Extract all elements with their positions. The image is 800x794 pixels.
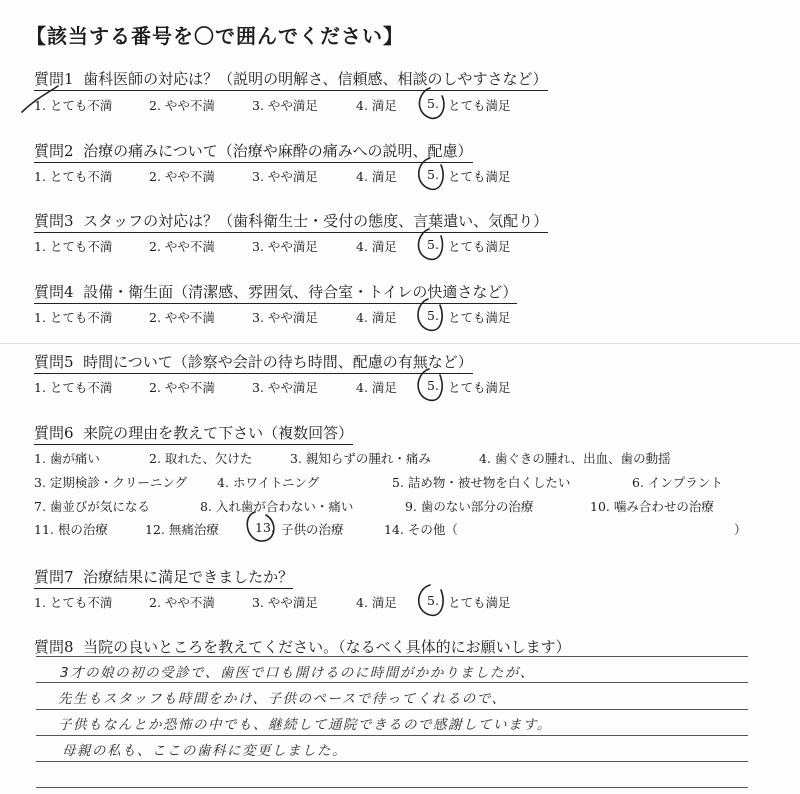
q6-option[interactable]: 4. 歯ぐきの腫れ、出血、歯の動揺 [479, 451, 671, 466]
question-text: 治療結果に満足できましたか？ [83, 568, 294, 586]
question-5 [34, 351, 473, 374]
option-1[interactable]: 1. とても不満 [34, 239, 113, 254]
q6-option[interactable]: 6. インプラント [632, 475, 723, 490]
option-5-label: とても満足 [448, 380, 511, 395]
answer-line [36, 709, 748, 710]
question-label: 質問5 [34, 353, 74, 371]
question-7 [34, 566, 293, 589]
option-1[interactable]: 1. とても不満 [34, 169, 113, 184]
option-2[interactable]: 2. やや不満 [149, 380, 215, 395]
question-text: 来院の理由を教えて下さい（複数回答） [83, 424, 354, 442]
question-text: スタッフの対応は？（歯科衛生士・受付の態度、言葉遣い、気配り） [83, 212, 549, 230]
q6-option[interactable]: 10. 噛み合わせの治療 [590, 499, 714, 514]
handwritten-line-4: 母親の私も、ここの歯科に変更しました。 [62, 743, 347, 759]
option-3[interactable]: 3. やや満足 [252, 98, 318, 113]
question-2 [34, 140, 473, 163]
option-4[interactable]: 4. 満足 [356, 98, 397, 113]
question-8 [34, 636, 571, 657]
q6-option[interactable]: 5. 詰め物・被せ物を白くしたい [392, 475, 571, 490]
answer-line [36, 682, 748, 683]
q6-close-paren: ） [734, 522, 747, 537]
option-5[interactable]: 5. [427, 96, 439, 111]
question-label: 質問6 [34, 424, 74, 442]
option-2[interactable]: 2. やや不満 [149, 239, 215, 254]
q6-option[interactable]: 7. 歯並びが気になる [34, 499, 150, 514]
question-label: 質問7 [34, 568, 74, 586]
answer-line [36, 787, 748, 788]
q6-option[interactable]: 1. 歯が痛い [34, 451, 100, 466]
q6-option[interactable]: 8. 入れ歯が合わない・痛い [200, 499, 354, 514]
q6-option[interactable]: 13. [255, 520, 275, 535]
handwritten-line-3: 子供もなんとか恐怖の中でも、継続して通院できるので感謝しています。 [58, 717, 552, 733]
option-2[interactable]: 2. やや不満 [149, 595, 215, 610]
handwritten-line-2: 先生もスタッフも時間をかけ、子供のペースで待ってくれるので、 [58, 691, 507, 707]
option-5-label: とても満足 [448, 310, 511, 325]
option-5[interactable]: 5. [427, 308, 439, 323]
option-1[interactable]: 1. とても不満 [34, 98, 113, 113]
option-5[interactable]: 5. [427, 378, 439, 393]
q6-option[interactable]: 11. 根の治療 [34, 522, 108, 537]
question-text: 治療の痛みについて（治療や麻酔の痛みへの説明、配慮） [83, 142, 473, 160]
option-1[interactable]: 1. とても不満 [34, 595, 113, 610]
option-1[interactable]: 1. とても不満 [34, 310, 113, 325]
option-3[interactable]: 3. やや満足 [252, 169, 318, 184]
option-2[interactable]: 2. やや不満 [149, 98, 215, 113]
question-label: 質問2 [34, 142, 74, 160]
option-4[interactable]: 4. 満足 [356, 169, 397, 184]
option-4[interactable]: 4. 満足 [356, 380, 397, 395]
question-label: 質問8 [34, 638, 74, 656]
q6-option[interactable]: 3. 定期検診・クリーニング [34, 475, 188, 490]
question-text: 設備・衛生面（清潔感、雰囲気、待合室・トイレの快適さなど） [83, 283, 518, 301]
option-2[interactable]: 2. やや不満 [149, 169, 215, 184]
option-4[interactable]: 4. 満足 [356, 239, 397, 254]
question-label: 質問4 [34, 283, 74, 301]
question-text: 当院の良いところを教えてください。（なるべく具体的にお願いします） [83, 638, 571, 656]
q6-option[interactable]: 12. 無痛治療 [145, 522, 219, 537]
answer-line [36, 656, 748, 657]
question-1 [34, 68, 548, 91]
q6-option[interactable]: 4. ホワイトニング [217, 475, 320, 490]
option-4[interactable]: 4. 満足 [356, 595, 397, 610]
question-text: 時間について（診察や会計の待ち時間、配慮の有無など） [83, 353, 473, 371]
question-6 [34, 422, 353, 445]
option-5-label: とても満足 [448, 595, 511, 610]
option-5-label: とても満足 [448, 239, 511, 254]
handwritten-line-1: 3才の娘の初の受診で、歯医で口も開けるのに時間がかかりましたが、 [60, 665, 535, 681]
option-5[interactable]: 5. [427, 237, 439, 252]
option-3[interactable]: 3. やや満足 [252, 239, 318, 254]
answer-line [36, 735, 748, 736]
option-5-label: とても満足 [448, 98, 511, 113]
page-title: 【該当する番号を〇で囲んでください】 [26, 24, 404, 48]
option-3[interactable]: 3. やや満足 [252, 595, 318, 610]
answer-line [36, 761, 748, 762]
paper-fold-line [0, 343, 800, 344]
question-3 [34, 210, 548, 233]
q6-option-label: 子供の治療 [281, 522, 344, 537]
option-3[interactable]: 3. やや満足 [252, 310, 318, 325]
option-1[interactable]: 1. とても不満 [34, 380, 113, 395]
question-label: 質問3 [34, 212, 74, 230]
option-3[interactable]: 3. やや満足 [252, 380, 318, 395]
option-4[interactable]: 4. 満足 [356, 310, 397, 325]
q6-option[interactable]: 14. その他（ [384, 522, 458, 537]
option-5[interactable]: 5. [427, 593, 439, 608]
q6-option[interactable]: 3. 親知らずの腫れ・痛み [290, 451, 431, 466]
q6-option[interactable]: 2. 取れた、欠けた [149, 451, 253, 466]
option-5-label: とても満足 [448, 169, 511, 184]
question-4 [34, 281, 517, 304]
option-2[interactable]: 2. やや不満 [149, 310, 215, 325]
question-label: 質問1 [34, 70, 74, 88]
option-5[interactable]: 5. [427, 167, 439, 182]
q6-option[interactable]: 9. 歯のない部分の治療 [405, 499, 534, 514]
question-text: 歯科医師の対応は？（説明の明解さ、信頼感、相談のしやすさなど） [83, 70, 548, 88]
